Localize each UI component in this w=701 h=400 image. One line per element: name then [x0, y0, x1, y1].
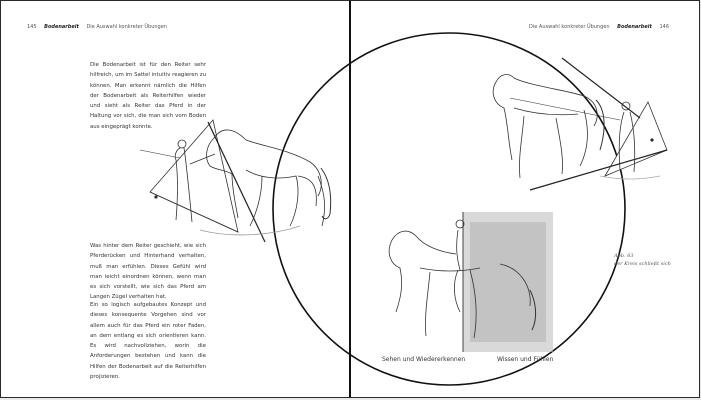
page-number-right: 146 [659, 24, 669, 30]
figure-caption-text: der Kreis schließt sich [614, 261, 671, 267]
paragraph-1: Die Bodenarbeit ist für den Reiter sehr hilfreich, um im Sattel intuitiv reagieren zu können. Man erkennt nämlich die Hilfen der Bodenarbeit als Reiterhilfen wieder und sieht als Reiter das Pferd in der Haltung vor sich, die man sich vom Boden aus eingeprägt konnte. [90, 62, 206, 130]
big-circle [273, 33, 625, 385]
section-title-right: Die Auswahl konkreter Übungen [529, 24, 610, 30]
groundwork-horse-left-drawing [140, 120, 331, 242]
figure-label-seeing: Sehen und Wiedererkennen [382, 356, 466, 363]
chapter-title-right: Bodenarbeit [617, 24, 652, 30]
paragraph-3: Ein so logisch aufgebautes Konzept und dieses konsequente Vorgehen sind vor allem auch für das Pferd ein roter Faden, an dem entlang es sich orientieren kann. Es wird nachvollziehen, worin die Anforderungen bestehen und kann die Hilfen der Bodenarbeit auf die Reiterhilfen projizieren. [90, 302, 206, 381]
rider-horse-split-drawing [389, 212, 553, 352]
figure-caption [614, 252, 671, 268]
figure-caption-ref: Abb. 63 [614, 253, 634, 259]
figure-label-feeling: Wissen und Fühlen [497, 356, 554, 363]
paragraph-2: Was hinter dem Reiter geschieht, wie sich Pferderücken und Hinterhand verhalten, muß man erfühlen. Dieses Gefühl wird man leicht einordnen können, wenn man es sich vorstellt, wie sich das Pferd am Langen Zügel verhalten hat. [90, 243, 206, 301]
long-rein-horse-right-drawing [493, 58, 667, 190]
page-number-left: 145 [27, 24, 37, 30]
chapter-title-left: Bodenarbeit [44, 24, 79, 30]
section-title-left: Die Auswahl konkreter Übungen [86, 24, 167, 30]
